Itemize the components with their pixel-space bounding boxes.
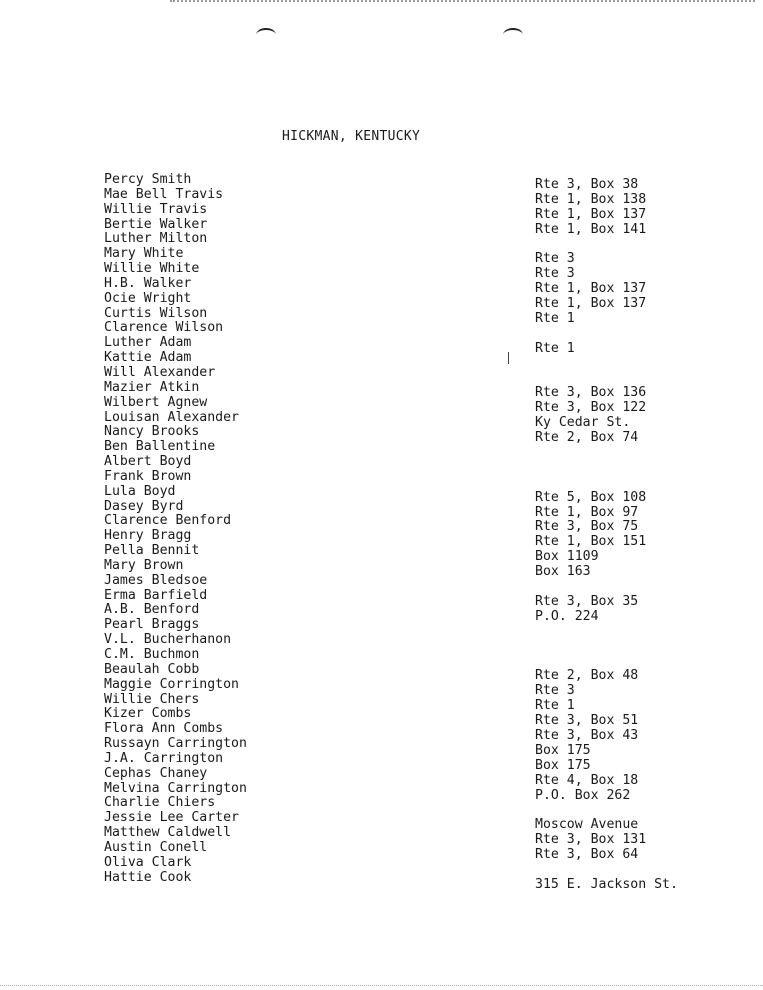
address-entry: [535, 863, 678, 878]
address-entry: Rte 1, Box 141: [535, 221, 647, 237]
address-entry: Rte 3, Box 43: [535, 727, 639, 743]
name-entry: Pella Bennit: [104, 543, 200, 559]
name-entry: Lula Boyd: [104, 483, 176, 499]
name-entry: Russayn Carrington: [104, 736, 247, 752]
address-entry: Rte 1, Box 137: [535, 296, 647, 312]
address-entry: Box 175: [535, 757, 591, 773]
name-entry: Cephas Chaney: [104, 765, 208, 781]
address-entry: Rte 3, Box 64: [535, 847, 639, 863]
address-entry: Rte 3, Box 35: [535, 593, 639, 609]
name-entry: H.B. Walker: [104, 275, 192, 291]
page-bottom-edge: [0, 984, 763, 986]
name-list: [104, 173, 247, 886]
address-entry: Rte 3, Box 131: [535, 832, 647, 848]
address-entry: Rte 4, Box 18: [535, 772, 639, 788]
address-entry: P.O. Box 262: [535, 787, 631, 803]
name-entry: Clarence Wilson: [104, 320, 224, 336]
address-list: [535, 178, 678, 893]
stray-mark: [508, 352, 509, 364]
address-entry: Rte 3, Box 38: [535, 177, 639, 192]
address-entry: Box 1109: [535, 549, 599, 565]
name-entry: Bertie Walker: [104, 216, 208, 232]
name-entry: Clarence Benford: [104, 513, 232, 529]
name-entry: Mae Bell Travis: [104, 186, 224, 202]
name-entry: Percy Smith: [104, 172, 192, 187]
address-entry: Rte 5, Box 108: [535, 489, 647, 505]
name-entry: Charlie Chiers: [104, 795, 216, 811]
name-entry: Mazier Atkin: [104, 379, 200, 395]
name-entry: A.B. Benford: [104, 602, 200, 618]
name-entry: Luther Adam: [104, 335, 192, 351]
name-entry: Flora Ann Combs: [104, 721, 224, 737]
address-entry: Rte 3: [535, 251, 575, 267]
name-entry: Henry Bragg: [104, 528, 192, 544]
name-entry: J.A. Carrington: [104, 750, 224, 766]
address-entry: Moscow Avenue: [535, 817, 639, 833]
name-entry: Nancy Brooks: [104, 424, 200, 440]
address-entry: Rte 2, Box 48: [535, 668, 639, 684]
address-entry: Rte 1: [535, 698, 575, 714]
address-entry: Rte 3, Box 122: [535, 400, 647, 416]
name-entry: Willie Travis: [104, 201, 208, 217]
address-entry: Rte 1, Box 138: [535, 191, 647, 207]
name-entry: Erma Barfield: [104, 587, 208, 603]
address-entry: Box 175: [535, 742, 591, 758]
name-entry: Frank Brown: [104, 468, 192, 484]
name-entry: Luther Milton: [104, 231, 208, 247]
address-entry: [535, 327, 678, 342]
address-entry: [535, 580, 678, 595]
punch-hole-right: [503, 28, 523, 42]
address-entry: [535, 640, 678, 655]
address-entry: Rte 1, Box 137: [535, 281, 647, 297]
name-entry: Louisan Alexander: [104, 409, 239, 425]
address-entry: 315 E. Jackson St.: [535, 876, 678, 892]
name-entry: Ocie Wright: [104, 290, 192, 306]
name-entry: Matthew Caldwell: [104, 825, 232, 841]
address-entry: Rte 3: [535, 683, 575, 699]
name-entry: Curtis Wilson: [104, 305, 208, 321]
name-entry: Willie Chers: [104, 691, 200, 707]
address-entry: [535, 446, 678, 461]
address-entry: Rte 1, Box 97: [535, 504, 639, 520]
name-entry: Hattie Cook: [104, 869, 192, 885]
address-entry: Rte 2, Box 74: [535, 430, 639, 446]
address-entry: Rte 3, Box 136: [535, 385, 647, 401]
address-entry: [535, 476, 678, 491]
name-entry: Dasey Byrd: [104, 498, 184, 514]
address-entry: Rte 1, Box 151: [535, 534, 647, 550]
name-entry: Jessie Lee Carter: [104, 810, 239, 826]
name-entry: Melvina Carrington: [104, 780, 247, 796]
address-entry: Rte 3, Box 75: [535, 519, 639, 535]
name-entry: Kizer Combs: [104, 706, 192, 722]
address-entry: [535, 803, 678, 818]
name-entry: Mary White: [104, 246, 184, 262]
address-entry: Rte 3: [535, 266, 575, 282]
name-entry: Austin Conell: [104, 839, 208, 855]
address-entry: Rte 3, Box 51: [535, 713, 639, 729]
name-entry: James Bledsoe: [104, 572, 208, 588]
address-entry: [535, 655, 678, 670]
name-entry: Albert Boyd: [104, 454, 192, 470]
address-entry: Ky Cedar St.: [535, 415, 631, 431]
address-entry: Box 163: [535, 564, 591, 580]
address-entry: [535, 372, 678, 387]
page-title: HICKMAN, KENTUCKY: [282, 129, 421, 144]
name-entry: Willie White: [104, 261, 200, 277]
address-entry: Rte 1: [535, 340, 575, 356]
address-entry: P.O. 224: [535, 608, 599, 624]
name-entry: V.L. Bucherhanon: [104, 632, 232, 648]
page-edge-dots: [170, 0, 755, 4]
name-entry: Pearl Braggs: [104, 617, 200, 633]
address-entry: [535, 357, 678, 372]
name-entry: Wilbert Agnew: [104, 394, 208, 410]
name-entry: Maggie Corrington: [104, 676, 239, 692]
address-entry: [535, 625, 678, 640]
name-entry: Kattie Adam: [104, 350, 192, 366]
address-entry: Rte 1: [535, 311, 575, 327]
punch-hole-left: [256, 28, 276, 42]
address-entry: [535, 238, 678, 253]
name-entry: Oliva Clark: [104, 854, 192, 870]
name-entry: Beaulah Cobb: [104, 661, 200, 677]
address-entry: [535, 461, 678, 476]
name-entry: Mary Brown: [104, 557, 184, 573]
name-entry: Will Alexander: [104, 364, 216, 380]
name-entry: Ben Ballentine: [104, 439, 216, 455]
name-entry: C.M. Buchmon: [104, 647, 200, 662]
address-entry: Rte 1, Box 137: [535, 206, 647, 222]
